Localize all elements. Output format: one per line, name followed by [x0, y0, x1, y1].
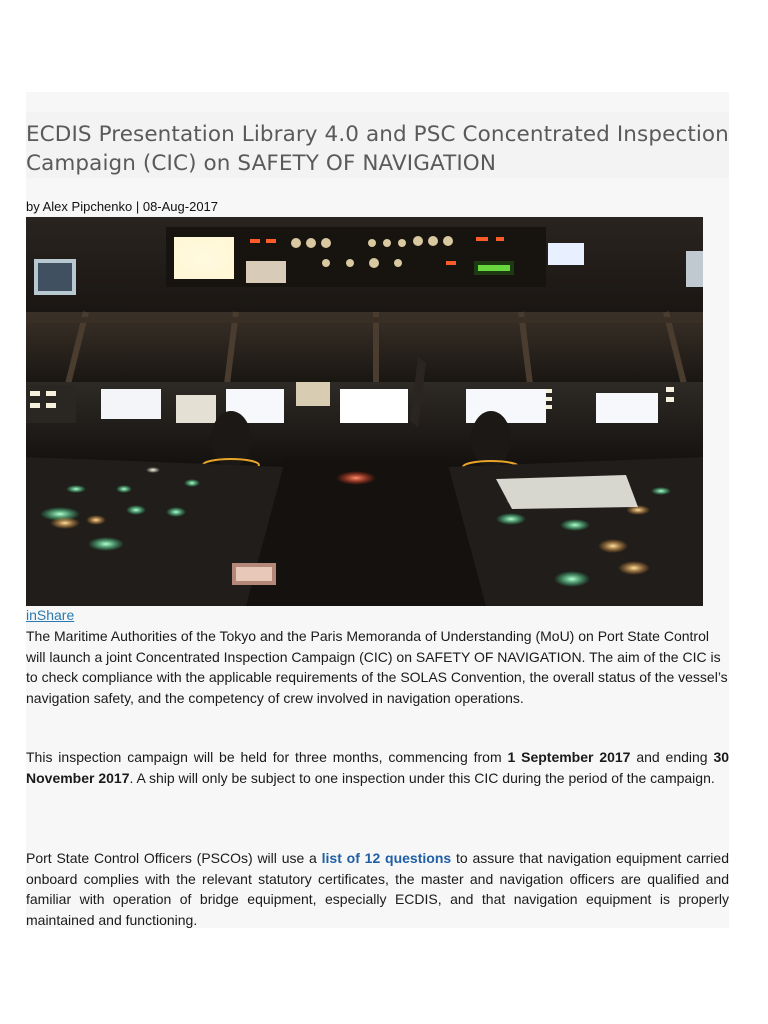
- paragraph-text: and ending: [630, 749, 714, 765]
- paragraph-text: This inspection campaign will be held for three months, commencing from: [26, 749, 508, 765]
- questions-list-link[interactable]: list of 12 questions: [321, 850, 452, 866]
- end-date: 30 November 2017: [26, 749, 730, 786]
- ship-bridge-photo: [26, 217, 703, 606]
- start-date: 1 September 2017: [507, 749, 631, 765]
- paragraph-campaign-dates: [26, 747, 729, 788]
- byline: by Alex Pipchenko | 08-Aug-2017: [26, 199, 219, 214]
- paragraph-text: . A ship will only be subject to one inspection under this CIC during the period of the campaign.: [129, 769, 715, 786]
- article: [26, 92, 729, 928]
- paragraph-pscos: [26, 848, 729, 930]
- paragraph-text: to assure that navigation equipment carried onboard complies with the relevant statutory certificates, the master and navigation officers are qualified and familiar with operation of bridge equipment, especially ECDIS, and that navigation equipment is properly maintained and functioning.: [26, 850, 729, 928]
- paragraph-intro: The Maritime Authorities of the Tokyo and the Paris Memoranda of Understanding (MoU) on Port State Control will launch a joint Concentrated Inspection Campaign (CIC) on SAFETY OF NAVIGATION. The aim of the CIC is to check compliance with the applicable requirements of the SOLAS Convention, the overall status of the vessel’s navigation safety, and the competency of crew involved in navigation operations.: [26, 628, 728, 706]
- article-title: ECDIS Presentation Library 4.0 and PSC Concentrated Inspection Campaign (CIC) on SAFETY OF NAVIGATION: [26, 122, 729, 176]
- inshare-link[interactable]: inShare: [26, 607, 75, 623]
- paragraph-text: Port State Control Officers (PSCOs) will use a: [26, 850, 322, 866]
